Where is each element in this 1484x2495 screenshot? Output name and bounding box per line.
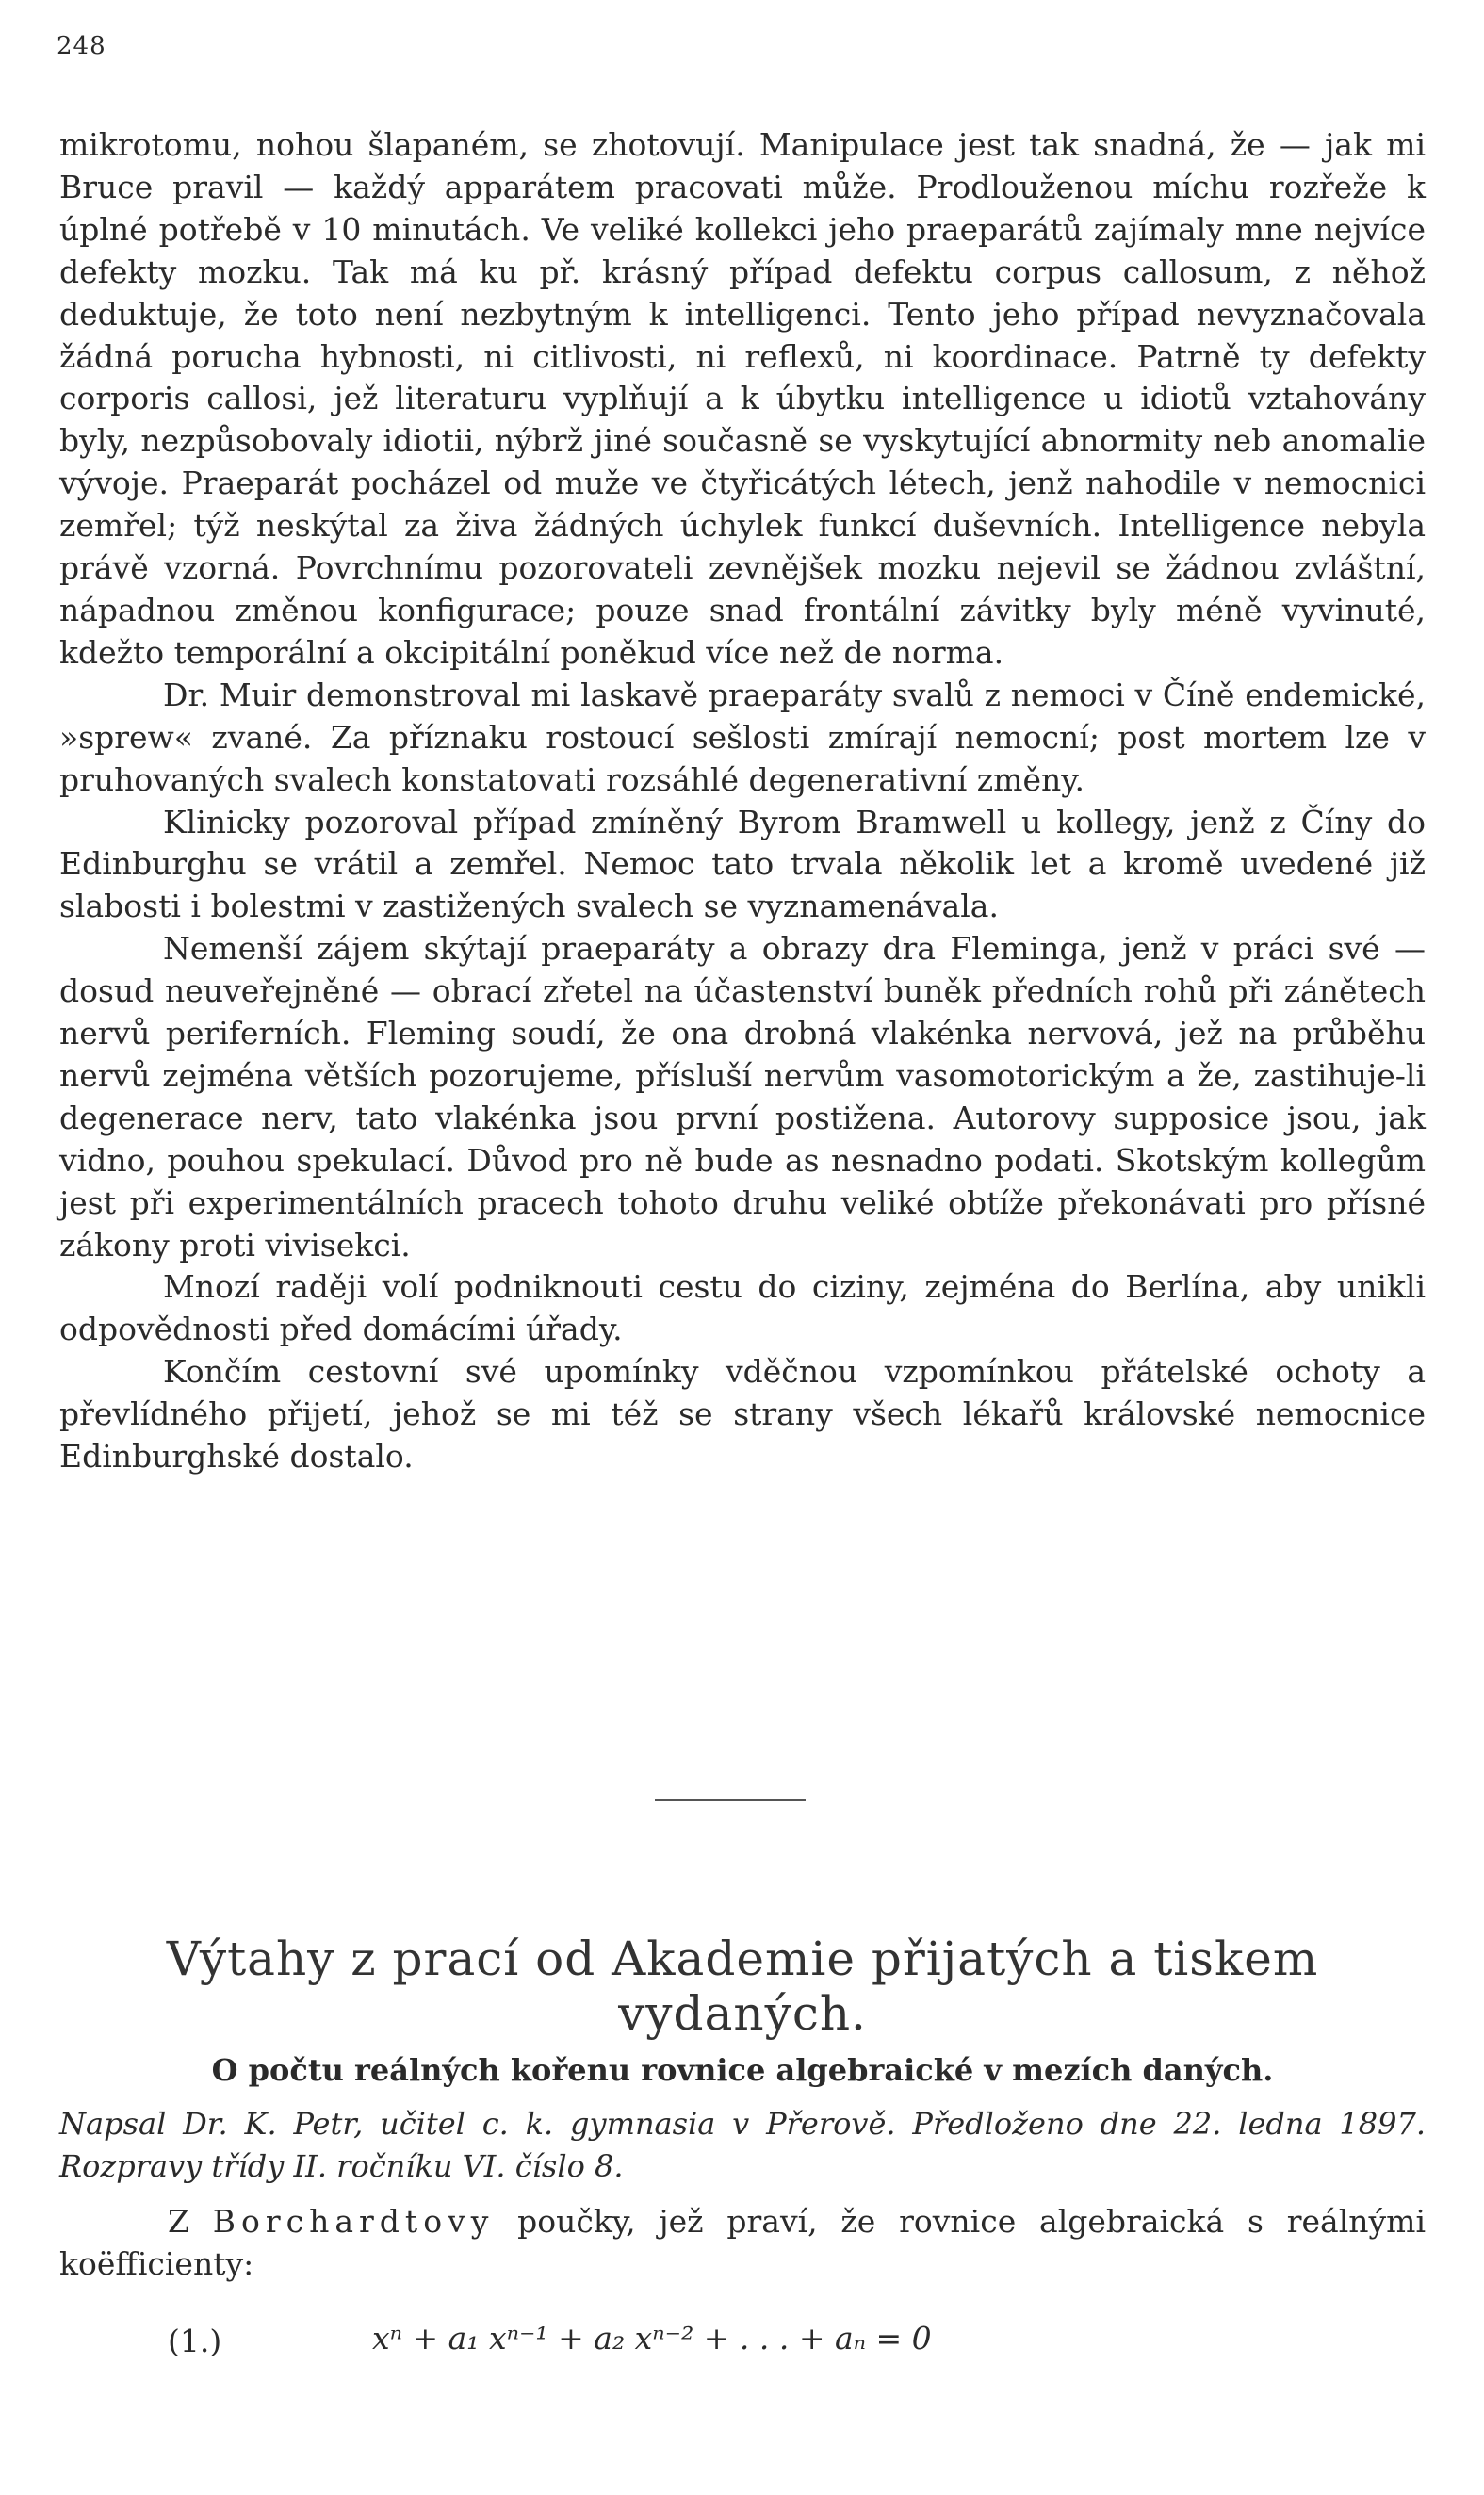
body-text — [59, 124, 1426, 1478]
section-divider — [655, 1799, 806, 1801]
paragraph: Dr. Muir demonstroval mi laskavě praeparáty svalů z nemoci v Číně endemické, »sprew« zvané. Za příznaku rostoucí sešlosti zmírají nemocní; post mortem lze v pruhovaných svalech konstatovati rozsáhlé degenerativní změny. — [59, 676, 1426, 798]
paragraph: Klinicky pozoroval případ zmíněný Byrom Bramwell u kollegy, jenž z Číny do Edinburghu se vrátil a zemřel. Nemoc tato trvala několik let a kromě uvedené již slabosti i bolestmi v zastižených svalech se vyznamenávala. — [59, 803, 1426, 925]
intro-rest: poučky, jež praví, že rovnice algebraická s reálnými koëfficienty: — [59, 2203, 1426, 2282]
equation-number: (1.) — [168, 2323, 222, 2359]
page-number: 248 — [57, 32, 106, 60]
equation: xⁿ + a₁ xⁿ⁻¹ + a₂ xⁿ⁻² + . . . + aₙ = 0 — [372, 2320, 932, 2356]
intro-name: Borchardtovy — [212, 2203, 495, 2240]
paragraph: Mnozí raději volí podniknouti cestu do ciziny, zejména do Berlína, aby unikli odpovědnosti před domácími úřady. — [59, 1268, 1426, 1348]
paragraph: Končím cestovní své upomínky vděčnou vzpomínkou přátelské ochoty a převlídného přijetí, jehož se mi též se strany všech lékařů královské nemocnice Edinburghské dostalo. — [59, 1353, 1426, 1476]
paragraph: mikrotomu, nohou šlapaném, se zhotovují. Manipulace jest tak snadná, že — jak mi Bruce pravil — každý apparátem pracovati může. Prodlouženou míchu rozřeže k úplné potřebě v 10 minutách. Ve veliké kollekci jeho praeparátů zajímaly mne nejvíce defekty mozku. Tak má ku př. krásný případ defektu corpus callosum, z něhož deduktuje, že toto není nezbytným k intelligenci. Tento jeho případ nevyznačovala žádná porucha hybnosti, ni citlivosti, ni reflexů, ni koordinace. Patrně ty defekty corporis callosi, jež literaturu vyplňují a k úbytku intelligence u idiotů vztahovány byly, nezpůsobovaly idiotii, nýbrž jiné současně se vyskytující abnormity neb anomalie vývoje. Praeparát pocházel od muže ve čtyřicátých létech, jenž nahodile v nemocnici zemřel; týž neskýtal za živa žádných úchylek funkcí duševních. Intelligence nebyla právě vzorná. Povrchnímu pozorovateli zevnějšek mozku nejevil se žádnou zvláštní, nápadnou změnou konfigurace; pouze snad frontální závitky byly méně vyvinuté, kdežto temporální a okcipitální poněkud více než de norma. — [59, 126, 1426, 671]
article-title: O počtu reálných kořenu rovnice algebraické v mezích daných. — [211, 2052, 1274, 2088]
paragraph: Nemenší zájem skýtají praeparáty a obrazy dra Fleminga, jenž v práci své — dosud neuveřejněné — obrací zřetel na účastenství buněk předních rohů při zánětech nervů periferních. Fleming soudí, že ona drobná vlakénka nervová, jež na průběhu nervů zejména větších pozorujeme, přísluší nervům vasomotorickým a že, zastihuje-li degenerace nerv, tato vlakénka jsou první postižena. Autorovy supposice jsou, jak vidno, pouhou spekulací. Důvod pro ně bude as nesnadno podati. Skotským kollegům jest při experimentálních pracech tohoto druhu veliké obtíže překonávati pro přísné zákony proti vivisekci. — [59, 930, 1426, 1264]
section-heading: Výtahy z prací od Akademie přijatých a tiskem vydaných. — [166, 1932, 1319, 2041]
article-byline: Napsal Dr. K. Petr, učitel c. k. gymnasia v Přerově. Předloženo dne 22. ledna 1897. Rozpravy třídy II. ročníku VI. číslo 8. — [59, 2106, 1426, 2184]
article-intro — [59, 2200, 1426, 2285]
intro-lead: Z — [168, 2203, 213, 2240]
